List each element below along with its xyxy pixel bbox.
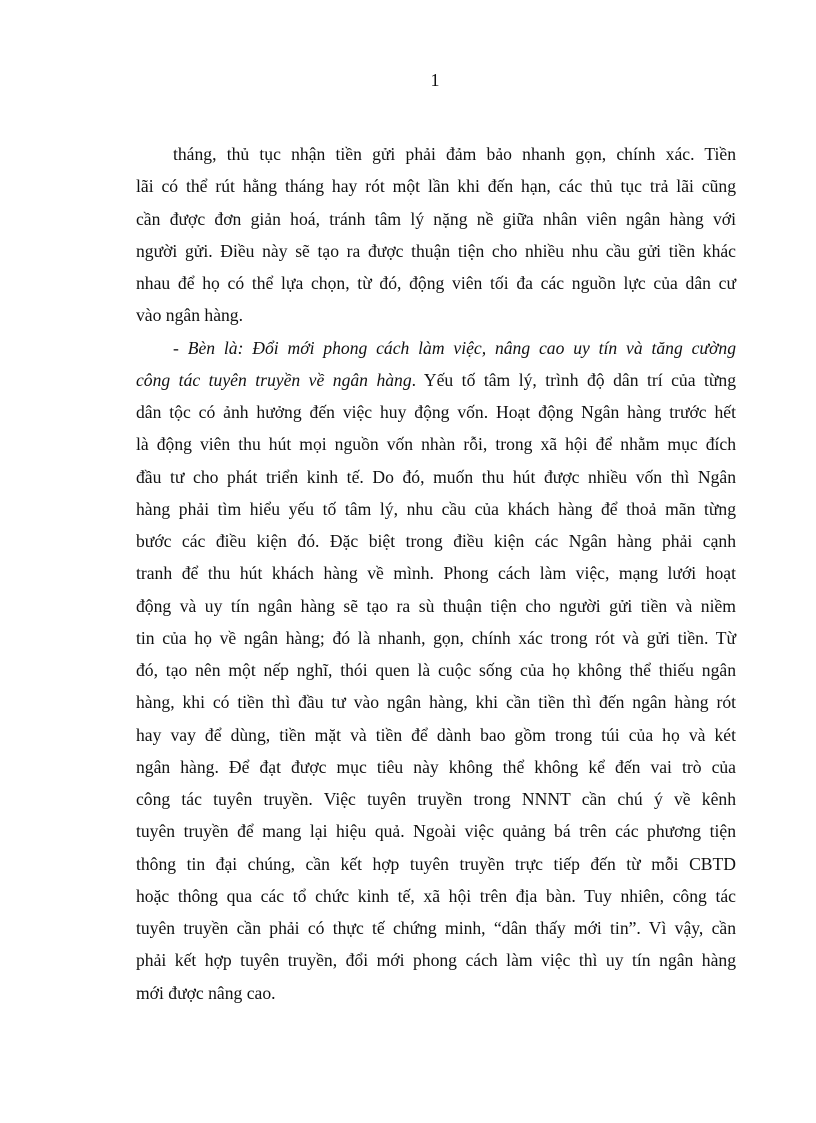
text-line: đó, tạo nên một nếp nghĩ, thói quen là cuộc sống của họ không thể thiếu ngân xyxy=(136,660,736,680)
text-line: là động viên thu hút mọi nguồn vốn nhàn rỗi, trong xã hội để nhằm mục đích xyxy=(136,434,736,455)
text-segment: . Yếu tố tâm lý, trình độ dân trí của từng xyxy=(411,369,737,390)
text-line: tranh để thu hút khách hàng về mình. Phong cách làm việc, mạng lưới hoạt xyxy=(136,563,736,584)
text-line: ngân hàng. Để đạt được mục tiêu này không thể không kể đến vai trò của xyxy=(136,756,736,777)
page-number: 1 xyxy=(430,70,440,90)
text-line: mới được nâng cao. xyxy=(136,982,276,1003)
text-line: nhau để họ có thể lựa chọn, từ đó, động viên tối đa các nguồn lực của dân cư xyxy=(136,273,736,293)
paragraph-1 xyxy=(136,138,736,332)
text-line: tuyên truyền để mang lại hiệu quả. Ngoài việc quảng bá trên các phương tiện xyxy=(136,821,736,842)
document-body xyxy=(136,138,736,1009)
text-line: động và uy tín ngân hàng sẽ tạo ra sù thuận tiện cho người gửi tiền và niềm xyxy=(136,595,736,616)
text-line: hay vay để dùng, tiền mặt và tiền để dành bao gồm trong túi của họ và két xyxy=(136,724,736,745)
text-line: cần được đơn giản hoá, tránh tâm lý nặng nề giữa nhân viên ngân hàng với xyxy=(136,208,736,229)
text-line: hàng phải tìm hiểu yếu tố tâm lý, nhu cầu của khách hàng để thoả mãn từng xyxy=(136,498,736,519)
text-line: đầu tư cho phát triển kinh tế. Do đó, muốn thu hút được nhiều vốn thì Ngân xyxy=(136,466,736,487)
text-line: lãi có thể rút hằng tháng hay rót một lần khi đến hạn, các thủ tục trả lãi cũng xyxy=(136,176,736,197)
text-line: thông tin đại chúng, cần kết hợp tuyên truyền trực tiếp đến từ mỗi CBTD xyxy=(136,853,736,874)
text-line: bước các điều kiện đó. Đặc biệt trong điều kiện các Ngân hàng phải cạnh xyxy=(136,531,736,551)
text-line: hoặc thông qua các tổ chức kinh tế, xã hội trên địa bàn. Tuy nhiên, công tác xyxy=(136,885,736,906)
text-line: công tác tuyên truyền. Việc tuyên truyền trong NNNT cần chú ý về kênh xyxy=(136,789,736,809)
text-line: tin của họ về ngân hàng; đó là nhanh, gọn, chính xác trong rót và gửi tiền. Từ xyxy=(136,627,736,648)
italic-heading-line: - Bèn là: Đổi mới phong cách làm việc, nâng cao uy tín và tăng cường xyxy=(173,337,736,358)
italic-heading-end: công tác tuyên truyền về ngân hàng xyxy=(136,369,412,390)
paragraph-2 xyxy=(136,332,736,1009)
text-line: tuyên truyền cần phải có thực tế chứng minh, “dân thấy mới tin”. Vì vậy, cần xyxy=(136,918,736,938)
text-line: người gửi. Điều này sẽ tạo ra được thuận tiện cho nhiều nhu cầu gửi tiền khác xyxy=(136,240,736,261)
text-line: vào ngân hàng. xyxy=(136,305,243,326)
text-line: dân tộc có ảnh hưởng đến việc huy động vốn. Hoạt động Ngân hàng trước hết xyxy=(136,402,736,422)
paragraph-2-lines xyxy=(136,396,736,1009)
text-line xyxy=(136,364,736,396)
text-line: tháng, thủ tục nhận tiền gửi phải đảm bảo nhanh gọn, chính xác. Tiền xyxy=(173,144,736,164)
text-line: hàng, khi có tiền thì đầu tư vào ngân hàng, khi cần tiền thì đến ngân hàng rót xyxy=(136,692,736,713)
text-line: phải kết hợp tuyên truyền, đổi mới phong cách làm việc thì uy tín ngân hàng xyxy=(136,950,736,971)
